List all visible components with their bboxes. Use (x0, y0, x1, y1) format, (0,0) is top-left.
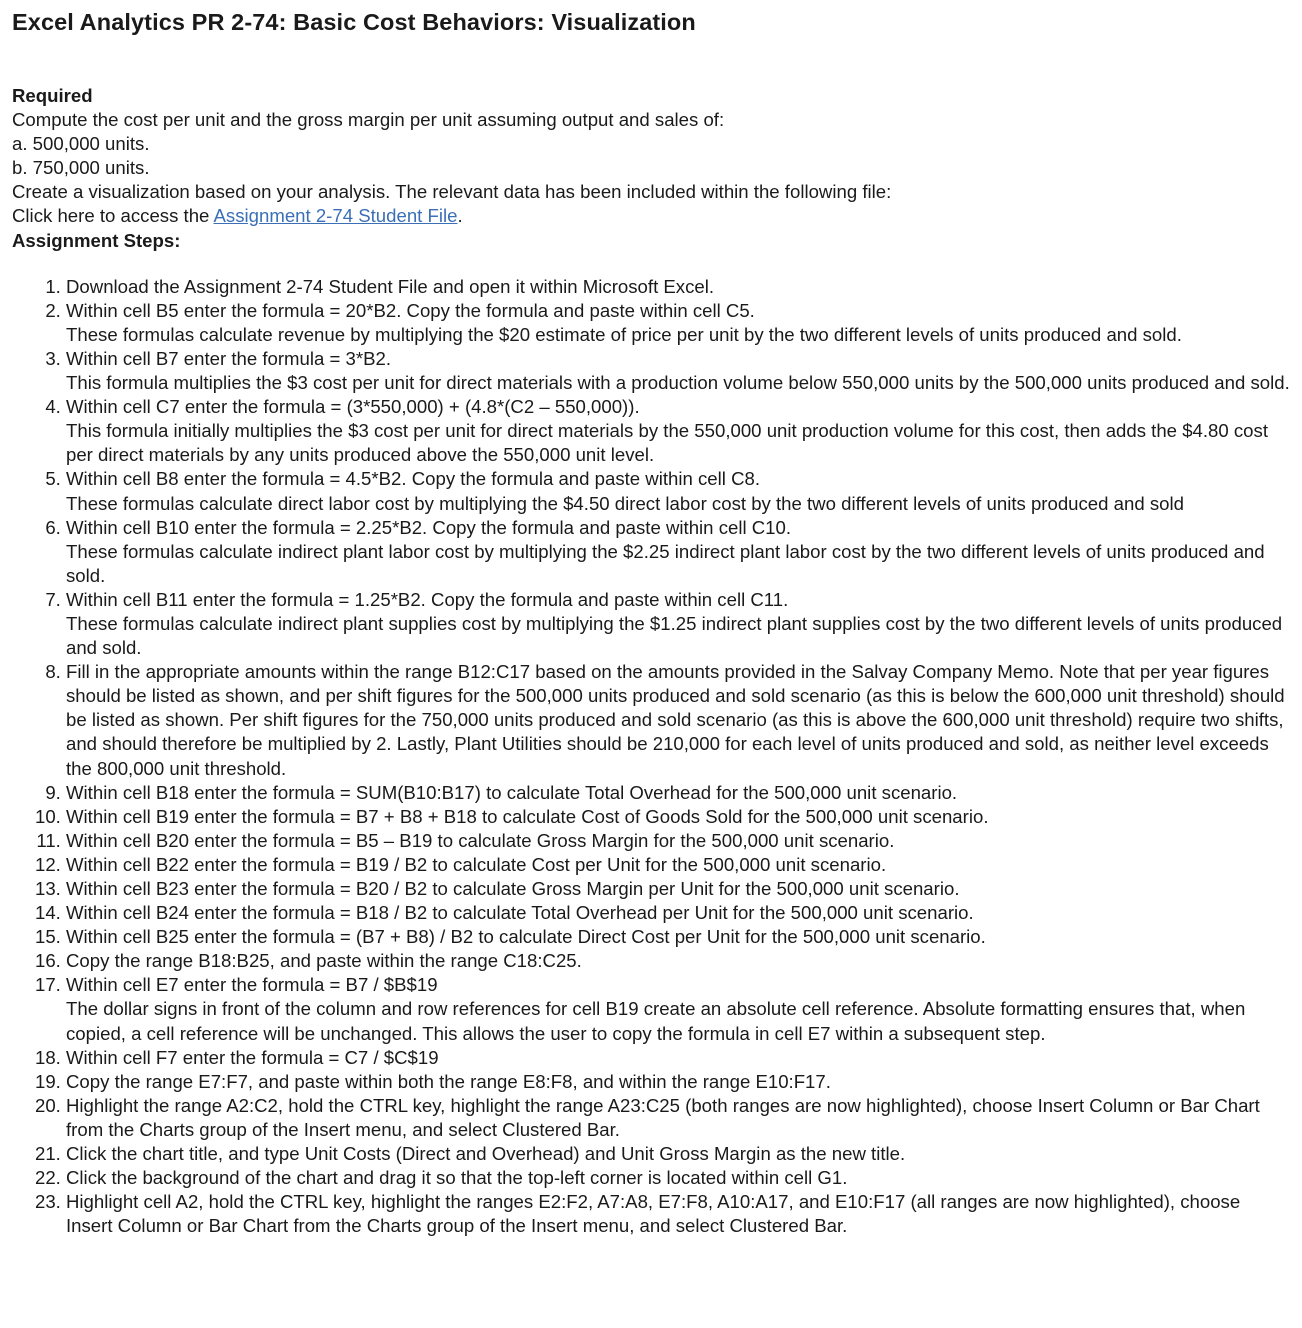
step-item (66, 347, 1290, 395)
step-text: Within cell B25 enter the formula = (B7 + B8) / B2 to calculate Direct Cost per Unit for the 500,000 unit scenario. (66, 926, 986, 948)
step-item (66, 949, 1290, 973)
step-text: Within cell E7 enter the formula = B7 / $B$19 (66, 974, 438, 996)
steps-heading: Assignment Steps: (12, 229, 181, 251)
step-note: The dollar signs in front of the column and row references for cell B19 create an absolute cell reference. Absolute formatting ensures that, when copied, a cell reference will be unchanged. This allows the user to copy the formula in cell E7 within a subsequent step. (66, 998, 1246, 1044)
step-note: These formulas calculate revenue by multiplying the $20 estimate of price per unit by the two different levels of units produced and sold. (66, 323, 1182, 345)
assignment-steps-list (12, 275, 1290, 1239)
step-text: Within cell B10 enter the formula = 2.25*B2. Copy the formula and paste within cell C10. (66, 516, 792, 538)
step-note: These formulas calculate indirect plant supplies cost by multiplying the $1.25 indirect plant supplies cost by the two different levels of units produced and sold. (66, 612, 1283, 659)
step-text: Within cell F7 enter the formula = C7 / $C$19 (66, 1046, 439, 1068)
step-text: Click the chart title, and type Unit Costs (Direct and Overhead) and Unit Gross Margin as the new title. (66, 1143, 906, 1165)
step-note: This formula initially multiplies the $3 cost per unit for direct materials by the 550,000 unit production volume for this cost, then adds the $4.80 cost per direct materials by any units produced above the 550,000 unit level. (66, 420, 1268, 466)
step-note: This formula multiplies the $3 cost per unit for direct materials with a production volume below 550,000 units by the 500,000 units produced and sold. (66, 372, 1290, 394)
step-item (66, 901, 1290, 925)
step-item (66, 299, 1290, 347)
step-item (66, 660, 1290, 780)
step-text: Copy the range E7:F7, and paste within both the range E8:F8, and within the range E10:F17. (66, 1070, 831, 1092)
required-heading: Required (12, 85, 93, 106)
step-text: Within cell B19 enter the formula = B7 + B8 + B18 to calculate Cost of Goods Sold for the 500,000 unit scenario. (66, 805, 989, 827)
required-section (12, 84, 1290, 253)
step-text: Within cell B8 enter the formula = 4.5*B2. Copy the formula and paste within cell C8. (66, 468, 761, 490)
step-note: These formulas calculate direct labor cost by multiplying the $4.50 direct labor cost by the two different levels of units produced and sold (66, 492, 1184, 514)
step-item (66, 1142, 1290, 1166)
step-item (66, 467, 1290, 515)
step-item (66, 1070, 1290, 1094)
step-text: Within cell B11 enter the formula = 1.25*B2. Copy the formula and paste within cell C11. (66, 588, 789, 610)
step-item (66, 805, 1290, 829)
step-item (66, 1094, 1290, 1142)
step-item (66, 877, 1290, 901)
step-text: Highlight the range A2:C2, hold the CTRL key, highlight the range A23:C25 (both ranges are now highlighted), choose Insert Column or Bar Chart from the Charts group of the Insert menu, and select Clustered Bar. (66, 1094, 1260, 1140)
intro-line-3: b. 750,000 units. (12, 157, 150, 179)
step-text: Within cell B5 enter the formula = 20*B2. Copy the formula and paste within cell C5. (66, 299, 755, 321)
link-suffix: . (457, 205, 463, 227)
step-item (66, 1046, 1290, 1070)
step-item (66, 275, 1290, 299)
step-item (66, 925, 1290, 949)
step-item (66, 1166, 1290, 1190)
step-item (66, 973, 1290, 1045)
file-access-line (12, 204, 1290, 228)
step-text: Copy the range B18:B25, and paste within the range C18:C25. (66, 950, 582, 972)
step-note: These formulas calculate indirect plant labor cost by multiplying the $2.25 indirect plant labor cost by the two different levels of units produced and sold. (66, 540, 1265, 586)
step-item (66, 1190, 1290, 1238)
step-item (66, 781, 1290, 805)
step-text: Fill in the appropriate amounts within the range B12:C17 based on the amounts provided in the Salvay Company Memo. Note that per year figures should be listed as shown, and per shift figures for the 500,000 units produced and sold scenario (as this is below the 600,000 unit threshold) should be listed as shown. Per shift figures for the 750,000 units produced and sold scenario (as this is above the 600,000 unit threshold) require two shifts, and should therefore be multiplied by 2. Lastly, Plant Utilities should be 210,000 for each level of units produced and sold, as neither level exceeds the 800,000 unit threshold. (66, 661, 1285, 779)
step-text: Within cell C7 enter the formula = (3*550,000) + (4.8*(C2 – 550,000)). (66, 396, 640, 418)
intro-line-1: Compute the cost per unit and the gross margin per unit assuming output and sales of: (12, 109, 725, 131)
page-title: Excel Analytics PR 2-74: Basic Cost Behaviors: Visualization (12, 9, 696, 35)
intro-line-2: a. 500,000 units. (12, 133, 150, 155)
link-prefix: Click here to access the (12, 205, 214, 227)
intro-line-4: Create a visualization based on your analysis. The relevant data has been included within the following file: (12, 181, 892, 203)
step-text: Download the Assignment 2-74 Student File and open it within Microsoft Excel. (66, 275, 715, 297)
step-item (66, 829, 1290, 853)
step-text: Highlight cell A2, hold the CTRL key, highlight the ranges E2:F2, A7:A8, E7:F8, A10:A17, and E10:F17 (all ranges are now highlighted), choose Insert Column or Bar Chart from the Charts group of the Insert menu, and select Clustered Bar. (66, 1191, 1241, 1237)
step-item (66, 516, 1290, 588)
student-file-link[interactable]: Assignment 2-74 Student File (213, 205, 458, 227)
step-item (66, 395, 1290, 467)
step-text: Within cell B22 enter the formula = B19 / B2 to calculate Cost per Unit for the 500,000 unit scenario. (66, 853, 887, 875)
step-text: Within cell B7 enter the formula = 3*B2. (66, 347, 392, 369)
step-text: Within cell B24 enter the formula = B18 / B2 to calculate Total Overhead per Unit for the 500,000 unit scenario. (66, 902, 974, 924)
step-item (66, 588, 1290, 660)
step-text: Within cell B20 enter the formula = B5 – B19 to calculate Gross Margin for the 500,000 unit scenario. (66, 829, 895, 851)
step-text: Within cell B23 enter the formula = B20 / B2 to calculate Gross Margin per Unit for the 500,000 unit scenario. (66, 878, 960, 899)
step-text: Click the background of the chart and drag it so that the top-left corner is located within cell G1. (66, 1167, 848, 1189)
step-text: Within cell B18 enter the formula = SUM(B10:B17) to calculate Total Overhead for the 500,000 unit scenario. (66, 781, 958, 803)
step-item (66, 853, 1290, 877)
